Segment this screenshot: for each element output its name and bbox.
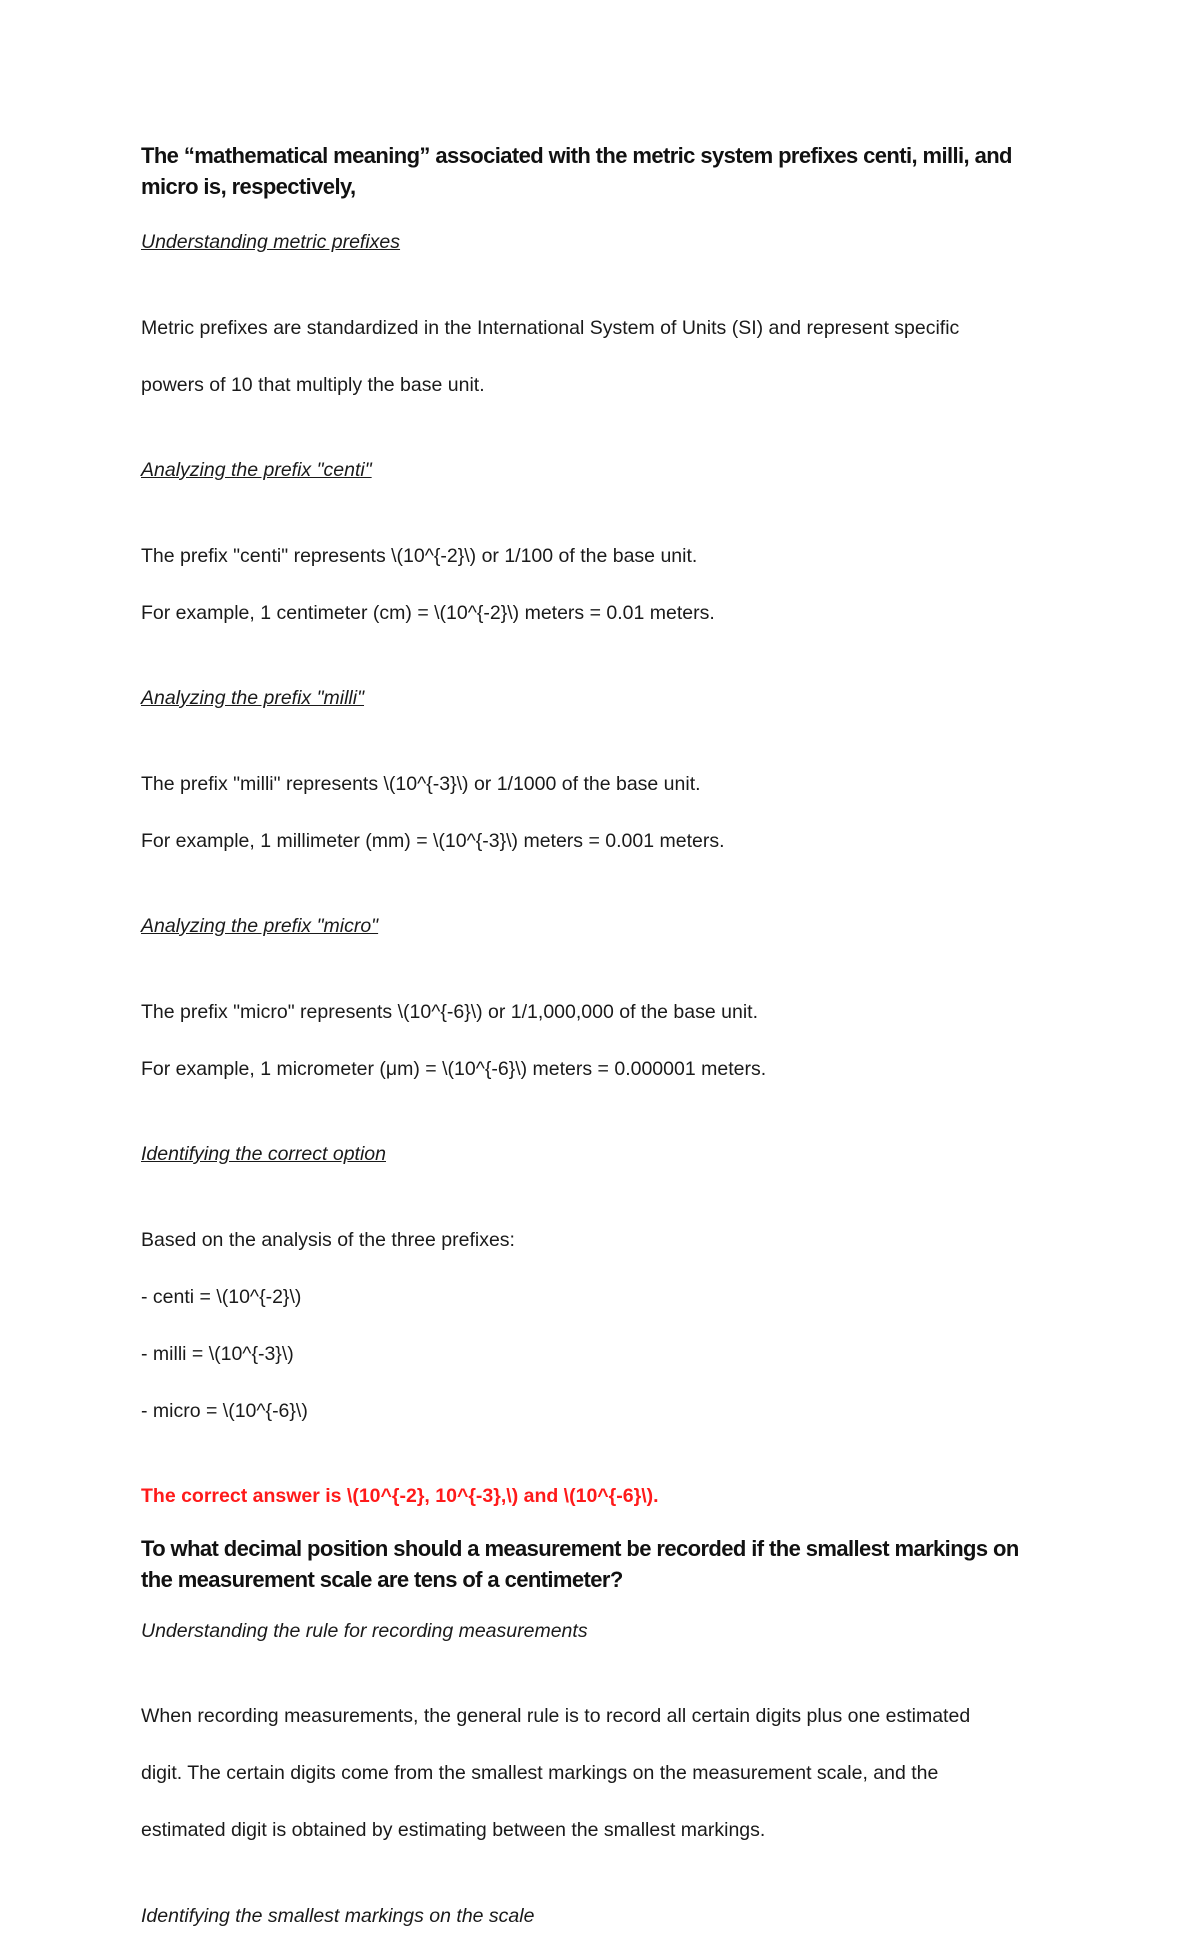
question-2-title-line-2: the measurement scale are tens of a centimeter? [141, 1566, 623, 1592]
document-page [141, 140, 1071, 1959]
section-heading-smallest-markings: Identifying the smallest markings on the scale [141, 1904, 535, 1927]
question-1-title [141, 140, 1071, 202]
section-heading-milli: Analyzing the prefix "milli" [141, 687, 365, 709]
paragraph-line: Metric prefixes are standardized in the International System of Units (SI) and represent specific [141, 316, 960, 339]
paragraph-centi [141, 513, 1071, 656]
list-item: - centi = \(10^{-2}\) [141, 1285, 302, 1308]
paragraph-line: estimated digit is obtained by estimating between the smallest markings. [141, 1819, 766, 1841]
list-item: - micro = \(10^{-6}\) [141, 1399, 308, 1422]
question-2-title-line-1: To what decimal position should a measurement be recorded if the smallest markings on [141, 1535, 1019, 1561]
paragraph-line: The prefix "milli" represents \(10^{-3}\) or 1/1000 of the base unit. [141, 772, 701, 795]
paragraph-recording-rule [141, 1674, 1071, 1874]
paragraph-line: The prefix "centi" represents \(10^{-2}\) or 1/100 of the base unit. [141, 544, 698, 567]
paragraph-milli [141, 741, 1071, 884]
list-item: - milli = \(10^{-3}\) [141, 1342, 294, 1365]
question-1-title-line-1: The “mathematical meaning” associated with the metric system prefixes centi, milli, and [141, 143, 1012, 168]
paragraph-line: digit. The certain digits come from the smallest markings on the measurement scale, and the [141, 1762, 939, 1784]
question-1-title-line-2: micro is, respectively, [141, 174, 356, 199]
paragraph-metric-prefixes [141, 285, 1071, 428]
paragraph-line: For example, 1 micrometer (μm) = \(10^{-6}\) meters = 0.000001 meters. [141, 1057, 767, 1080]
question-2-title [141, 1533, 1071, 1595]
paragraph-line: When recording measurements, the general rule is to record all certain digits plus one estimated [141, 1705, 971, 1727]
paragraph-line: powers of 10 that multiply the base unit. [141, 373, 485, 396]
section-heading-centi: Analyzing the prefix "centi" [141, 459, 372, 481]
section-heading-recording-rule: Understanding the rule for recording measurements [141, 1619, 588, 1642]
section-heading-correct-option: Identifying the correct option [141, 1143, 386, 1165]
section-heading-understanding-prefixes: Understanding metric prefixes [141, 231, 401, 253]
correct-answer: The correct answer is \(10^{-2}, 10^{-3},\) and \(10^{-6}\). [141, 1485, 659, 1507]
paragraph-micro [141, 969, 1071, 1112]
section-heading-micro: Analyzing the prefix "micro" [141, 915, 379, 937]
paragraph-line: For example, 1 centimeter (cm) = \(10^{-2}\) meters = 0.01 meters. [141, 601, 715, 624]
paragraph-correct-option [141, 1197, 1071, 1454]
paragraph-line: The prefix "micro" represents \(10^{-6}\) or 1/1,000,000 of the base unit. [141, 1000, 758, 1023]
paragraph-line: For example, 1 millimeter (mm) = \(10^{-3}\) meters = 0.001 meters. [141, 829, 725, 852]
paragraph-line: Based on the analysis of the three prefixes: [141, 1228, 515, 1251]
